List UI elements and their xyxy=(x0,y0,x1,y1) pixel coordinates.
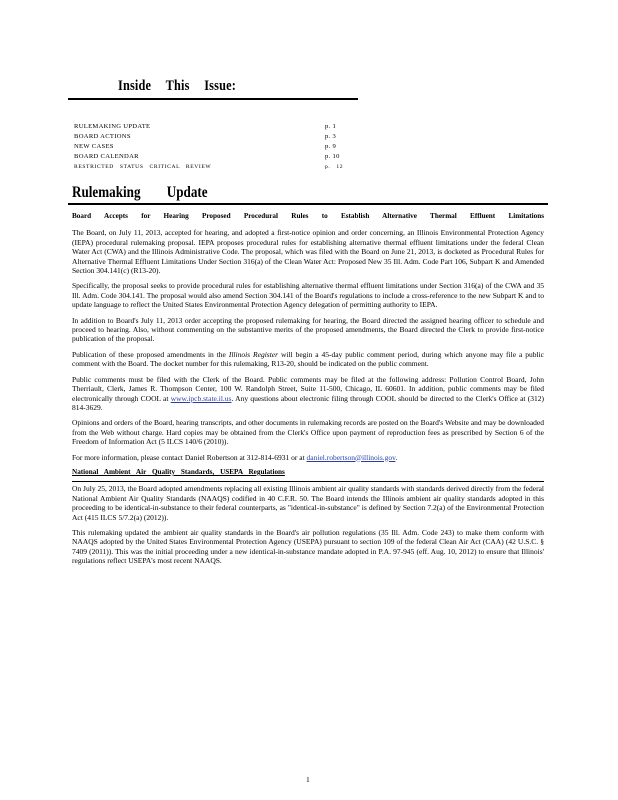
title-divider xyxy=(68,98,358,100)
comments-paragraph xyxy=(72,375,544,413)
email-link[interactable]: daniel.robertson@illinois.gov xyxy=(306,452,396,462)
publication-paragraph xyxy=(72,350,544,369)
toc-item-label: BOARD ACTIONS xyxy=(74,133,131,140)
toc-item[interactable] xyxy=(74,142,349,152)
table-of-contents xyxy=(74,122,349,172)
toc-item-label: RULEMAKING UPDATE xyxy=(74,123,151,130)
publication-text-before: Publication of these proposed amendments in the xyxy=(72,349,229,359)
subhead-divider xyxy=(72,481,544,482)
toc-item[interactable] xyxy=(74,152,349,162)
toc-item-page: p. 10 xyxy=(325,153,340,160)
comments-text-before: Public comments must be filed with the Clerk of the Board. Public comments may be filed at the following address: Pollution Control Board, John Therriault, Clerk, James R. Thompson Center, 100 W. Randolph Street, Suite 11-500, Chicago, IL 60601. In addition, public comments may be filed electronically through COOL at xyxy=(72,374,544,403)
contact-text-after: . xyxy=(395,452,398,462)
toc-item[interactable] xyxy=(74,132,349,142)
paragraph: In addition to Board's July 11, 2013 order accepting the proposed rulemaking for hearing, the Board directed the assigned hearing officer to schedule and proceed to hearing. Also, without commenting on the substantive merits of the proposed amendments, the Board directed the Clerk to provide first-notice publication of the proposal. xyxy=(72,315,544,344)
article-headline: Board Accepts for Hearing Proposed Procedural Rules to Establish Alternative Thermal Effluent Limitations xyxy=(72,212,544,220)
toc-item-page: p. 12 xyxy=(325,164,344,170)
inside-this-issue-title: Inside This Issue: xyxy=(118,78,236,94)
toc-item[interactable] xyxy=(74,122,349,132)
page-number: 1 xyxy=(306,775,310,784)
toc-item-page: p. 1 xyxy=(325,123,337,130)
paragraph: This rulemaking updated the ambient air quality standards in the Board's air pollution regulations (35 Ill. Adm. Code 243) to make them conform with NAAQS adopted by the United States Environmental Protection Agency (USEPA) pursuant to section 109 of the federal Clean Air Act (CAA) (42 U.S.C. § 7409 (2011)). This was the initial proceeding under a new identical-in-substance mandate adopted in P.A. 97-945 (eff. Aug. 10, 2012) to ensure that Illinois' regulations reflect USEPA's most recent NAAQS. xyxy=(72,527,544,566)
comments-text-after: . Any questions about electronic filing through COOL should be directed to the Clerk's Office at (312) 814-3629. xyxy=(72,393,544,412)
section-divider xyxy=(68,203,548,205)
section-title: Rulemaking Update xyxy=(72,184,208,201)
contact-paragraph xyxy=(72,453,544,462)
toc-item-page: p. 9 xyxy=(325,143,337,150)
opinions-paragraph: Opinions and orders of the Board, hearing transcripts, and other documents in rulemaking records are posted on the Board's Website and may be downloaded from the Web without charge. Hard copies may be obtained from the Clerk's Office upon payment of reproduction fees as prescribed by Section 6 of the Freedom of Information Act (5 ILCS 140/6 (2010)). xyxy=(72,418,544,447)
contact-text-before: For more information, please contact Daniel Robertson at 312-814-6931 or at xyxy=(72,452,307,462)
toc-item-label: RESTRICTED STATUS CRITICAL REVIEW xyxy=(74,164,212,170)
illinois-register-italic: Illinois Register xyxy=(228,349,279,359)
publication-text-after: will begin a 45-day public comment period, during which anyone may file a public comment with the Board. The docket number for this rulemaking, R13-20, should be indicated on the public comment. xyxy=(72,349,544,369)
article-body xyxy=(72,208,544,572)
cool-website-link[interactable]: www.ipcb.state.il.us xyxy=(170,393,232,403)
article-subhead: National Ambient Air Quality Standards, USEPA Regulations xyxy=(72,467,285,476)
paragraph: On July 25, 2013, the Board adopted amendments replacing all existing Illinois ambient air quality standards with standards derived directly from the federal National Ambient Air Quality Standards (NAAQS) codified in 40 C.F.R. 50. The Board intends the Illinois ambient air quality standards adopted in this proceeding to be identical-in-substance to their federal counterparts, as "identical-in-substance" is defined by Section 7.2(a) of the Environmental Protection Act (415 ILCS 5/7.2(a) (2012)). xyxy=(72,484,544,522)
paragraph: The Board, on July 11, 2013, accepted for hearing, and adopted a first-notice opinion and order concerning, an Illinois Environmental Protection Agency (IEPA) procedural rulemaking proposal. IEPA proposes procedural rules for establishing alternative thermal effluent limitations under the federal Clean Water Act (CWA) and the Illinois Administrative Code. The proposal, which was filed with the Board on June 21, 2013, is docketed as Procedural Rules for Alternative Thermal Effluent Limitations Under Section 316(a) of the Clean Water Act: Proposed New 35 Ill. Adm. Code Part 106, Subpart K and Amended Section 304.141(c) (R13-20). xyxy=(72,228,544,276)
toc-item[interactable] xyxy=(74,162,349,172)
toc-item-label: BOARD CALENDAR xyxy=(74,153,139,160)
paragraph: Specifically, the proposal seeks to provide procedural rules for establishing alternative thermal effluent limitations under Section 316(a) of the CWA and 35 Ill. Adm. Code 304.141. The proposal would also amend Section 304.141 of the Board's regulations to include a cross-reference to the new Subpart K and to update language to reflect the United States Environmental Protection Agency delegation of permitting authority to IEPA. xyxy=(72,281,544,310)
toc-item-page: p. 3 xyxy=(325,133,337,140)
toc-item-label: NEW CASES xyxy=(74,143,114,150)
